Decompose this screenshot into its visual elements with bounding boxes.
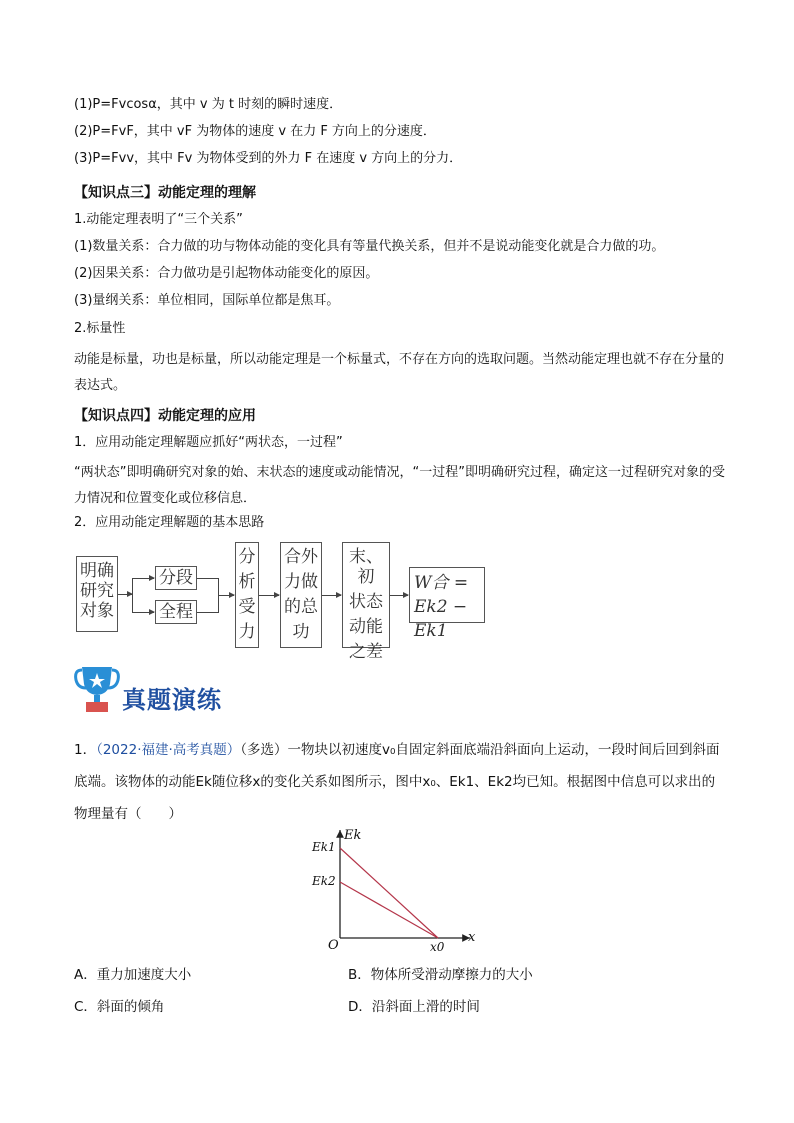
- flow-box-object-line2: 研究: [80, 581, 114, 601]
- flow-arrow-1: [118, 594, 132, 595]
- flow-box-force-1: 分: [238, 547, 256, 567]
- flow-box-force-4: 力: [238, 622, 256, 642]
- flow-box-object-line3: 对象: [80, 601, 114, 621]
- flow-box-kinetic-diff-3: 动能: [349, 617, 383, 637]
- flow-arrow-4: [322, 595, 341, 596]
- flow-box-whole: 全程: [155, 600, 197, 624]
- flow-box-force-2: 析: [238, 572, 256, 592]
- flow-box-work-4: 功: [292, 622, 310, 642]
- kp4-sub1: 1．应用动能定理解题应抓好“两状态，一过程”: [74, 435, 343, 450]
- ek1-line: [340, 848, 438, 938]
- kp4-heading: 【知识点四】动能定理的应用: [74, 408, 256, 424]
- flow-box-kinetic-diff: [342, 542, 390, 662]
- kp3-sub2: 2.标量性: [74, 321, 126, 336]
- kp3-sub1: 1.动能定理表明了“三个关系”: [74, 212, 243, 227]
- trophy-icon: [74, 664, 120, 714]
- flow-arrow-split-bottom: [132, 612, 154, 613]
- question-source: （2022·福建·高考真题）: [96, 742, 241, 758]
- ek1-label: Ek1: [312, 840, 336, 854]
- flow-box-equation: [409, 567, 485, 641]
- ek-x-graph: [312, 826, 482, 960]
- power-formula-3: (3)P=Fvv，其中 Fv 为物体受到的外力 F 在速度 v 方向上的分力．: [74, 151, 463, 166]
- flow-arrow-3: [259, 595, 279, 596]
- option-c[interactable]: C．斜面的倾角: [74, 999, 165, 1015]
- ek2-label: Ek2: [312, 874, 336, 888]
- kp4-sub2: 2．应用动能定理解题的基本思路: [74, 515, 265, 530]
- origin-label: O: [328, 938, 339, 953]
- kp3-paragraph: 动能是标量，功也是标量，所以动能定理是一个标量式，不存在方向的选取问题。当然动能定理也就不存在分量的表达式。: [74, 352, 725, 393]
- flow-arrow-split-top: [132, 578, 154, 579]
- kp4-paragraph: “两状态”即明确研究对象的始、末状态的速度或动能情况，“一过程”即明确研究过程，确定这一过程研究对象的受力情况和位置变化或位移信息．: [74, 465, 725, 506]
- power-formula-2: (2)P=FvF，其中 vF 为物体的速度 v 在力 F 方向上的分速度．: [74, 124, 436, 139]
- option-b[interactable]: B．物体所受滑动摩擦力的大小: [348, 967, 533, 983]
- section-title: 真题演练: [122, 686, 222, 714]
- flow-equation-line1: W合 =: [414, 573, 469, 593]
- power-formula-1: (1)P=Fvcosα，其中 v 为 t 时刻的瞬时速度．: [74, 97, 343, 112]
- flow-box-kinetic-diff-2: 状态: [349, 592, 383, 612]
- flow-box-work-1: 合外: [284, 547, 318, 567]
- option-d[interactable]: D．沿斜面上滑的时间: [348, 999, 480, 1015]
- flow-arrow-2: [219, 595, 234, 596]
- kp3-line1: (1)数量关系：合力做的功与物体动能的变化具有等量代换关系，但并不是说动能变化就是合力做的功。: [74, 239, 665, 254]
- ek2-line: [340, 882, 438, 938]
- kp3-line3: (3)量纲关系：单位相同，国际单位都是焦耳。: [74, 293, 340, 308]
- flow-box-work-2: 力做: [284, 572, 318, 592]
- flow-box-segment: 分段: [155, 566, 197, 590]
- flow-box-kinetic-diff-1: 末、初: [349, 547, 383, 587]
- flow-box-work-3: 的总: [284, 597, 318, 617]
- flow-box-object: [76, 556, 118, 632]
- question-number: 1．: [74, 742, 97, 758]
- x-axis-label: x: [468, 930, 476, 945]
- flow-equation-line2: Ek2 − Ek1: [414, 597, 468, 641]
- flow-arrow-5: [390, 595, 408, 596]
- question-text: [74, 734, 724, 830]
- kp3-line2: (2)因果关系：合力做功是引起物体动能变化的原因。: [74, 266, 379, 281]
- flow-merge-bottom: [197, 612, 219, 613]
- kp3-heading: 【知识点三】动能定理的理解: [74, 185, 256, 201]
- flow-split-bar: [132, 578, 133, 612]
- y-axis-label: Ek: [344, 828, 362, 843]
- flow-box-force-3: 受: [238, 597, 256, 617]
- x0-label: x0: [430, 940, 445, 954]
- flow-box-object-line1: 明确: [80, 561, 114, 581]
- flow-box-work: [280, 542, 322, 648]
- question-body: （多选）一物块以初速度v₀自固定斜面底端沿斜面向上运动，一段时间后回到斜面底端。该物体的动能Ek随位移x的变化关系如图所示，图中x₀、Ek1、Ek2均已知。根据图中信息可以求出的物理量有（ ）: [74, 742, 720, 822]
- option-a[interactable]: A．重力加速度大小: [74, 967, 192, 983]
- flow-box-force: [235, 542, 259, 648]
- flow-merge-top: [197, 578, 219, 579]
- flow-box-kinetic-diff-4: 之差: [349, 642, 383, 662]
